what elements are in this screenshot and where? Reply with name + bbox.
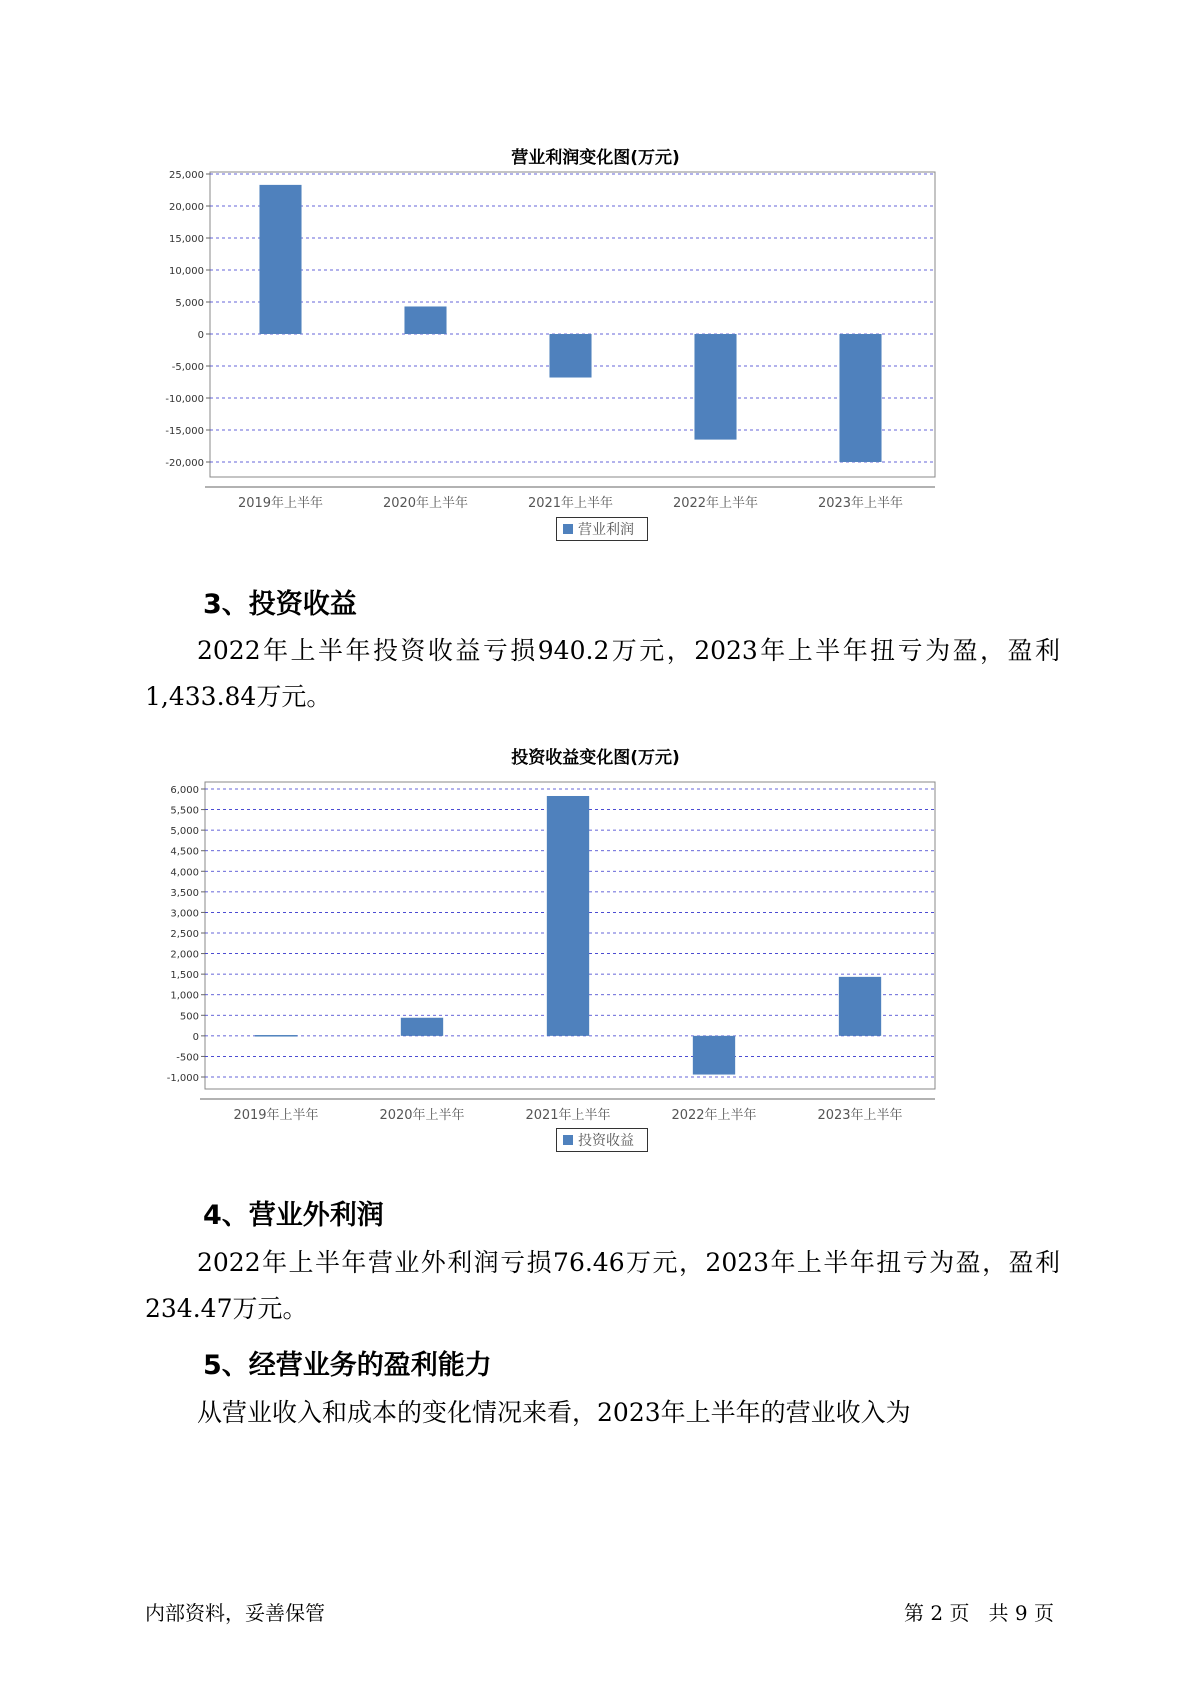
- y-tick-label: -15,000: [165, 426, 204, 437]
- x-tick-label: 2021年上半年: [527, 496, 614, 511]
- section4-paragraph: 2022年上半年营业外利润亏损76.46万元，2023年上半年扭亏为盈，盈利234.47万元。: [145, 1248, 1060, 1323]
- x-tick-label: 2020年上半年: [379, 1108, 465, 1123]
- x-tick-label: 2021年上半年: [525, 1108, 611, 1123]
- y-tick-label: -500: [176, 1052, 199, 1064]
- investment-income-chart: [150, 770, 1030, 1130]
- bar: [259, 185, 301, 334]
- y-tick-label: 10,000: [169, 266, 204, 277]
- y-tick-label: 4,500: [170, 846, 199, 858]
- x-tick-label: 2019年上半年: [237, 496, 324, 511]
- y-tick-label: 500: [179, 1011, 199, 1023]
- plot-area: [210, 172, 935, 477]
- y-tick-label: 6,000: [170, 785, 199, 796]
- y-tick-label: 2,500: [170, 929, 199, 940]
- y-tick-label: 1,000: [170, 990, 199, 1002]
- chart1-legend-label: 营业利润: [578, 522, 634, 538]
- y-tick-label: 25,000: [169, 170, 204, 181]
- y-tick-label: 3,500: [170, 887, 199, 899]
- x-tick-label: 2022年上半年: [672, 496, 759, 511]
- x-tick-label: 2022年上半年: [671, 1108, 757, 1123]
- y-tick-label: 5,000: [170, 826, 199, 838]
- bar: [694, 334, 736, 440]
- y-tick-label: 3,000: [170, 908, 199, 920]
- section3-heading: 3、投资收益: [203, 589, 357, 620]
- chart1-title: 营业利润变化图(万元): [511, 148, 680, 168]
- bar: [693, 1036, 735, 1075]
- bar: [255, 1035, 297, 1037]
- bar: [839, 334, 881, 462]
- y-tick-label: 20,000: [169, 202, 204, 213]
- footer-page-number: 第 2 页 共 9 页: [904, 1601, 1054, 1625]
- y-tick-label: 5,500: [170, 805, 199, 817]
- bar: [401, 1018, 443, 1036]
- operating-profit-chart: [150, 160, 1030, 520]
- bar: [404, 306, 446, 334]
- y-tick-label: 1,500: [170, 970, 199, 982]
- y-tick-label: 0: [197, 330, 204, 341]
- y-tick-label: -5,000: [171, 362, 204, 373]
- x-tick-label: 2023年上半年: [817, 496, 904, 511]
- bar: [549, 334, 591, 378]
- y-tick-label: 0: [192, 1031, 199, 1043]
- section3-paragraph: 2022年上半年投资收益亏损940.2万元，2023年上半年扭亏为盈，盈利1,433.84万元。: [145, 636, 1060, 711]
- section5-paragraph: 从营业收入和成本的变化情况来看，2023年上半年的营业收入为: [197, 1398, 911, 1427]
- y-tick-label: 15,000: [169, 234, 204, 245]
- y-tick-label: 4,000: [170, 867, 199, 879]
- bar: [839, 977, 881, 1036]
- legend-swatch-icon: [563, 524, 573, 534]
- section4-heading: 4、营业外利润: [203, 1200, 384, 1231]
- chart2-legend-label: 投资收益: [578, 1133, 634, 1149]
- y-tick-label: 5,000: [175, 298, 204, 309]
- chart2-legend: [556, 1128, 648, 1152]
- y-tick-label: -10,000: [165, 394, 204, 405]
- legend-swatch-icon: [563, 1135, 573, 1145]
- x-tick-label: 2023年上半年: [817, 1108, 903, 1123]
- y-tick-label: 2,000: [170, 949, 199, 961]
- section5-heading: 5、经营业务的盈利能力: [203, 1350, 492, 1381]
- bar: [547, 796, 589, 1036]
- y-tick-label: -1,000: [166, 1073, 199, 1084]
- x-tick-label: 2020年上半年: [382, 496, 469, 511]
- footer-confidential-note: 内部资料，妥善保管: [145, 1601, 325, 1625]
- y-tick-label: -20,000: [165, 458, 204, 469]
- chart1-legend: [556, 517, 648, 541]
- chart2-title: 投资收益变化图(万元): [511, 748, 680, 768]
- x-tick-label: 2019年上半年: [233, 1108, 319, 1123]
